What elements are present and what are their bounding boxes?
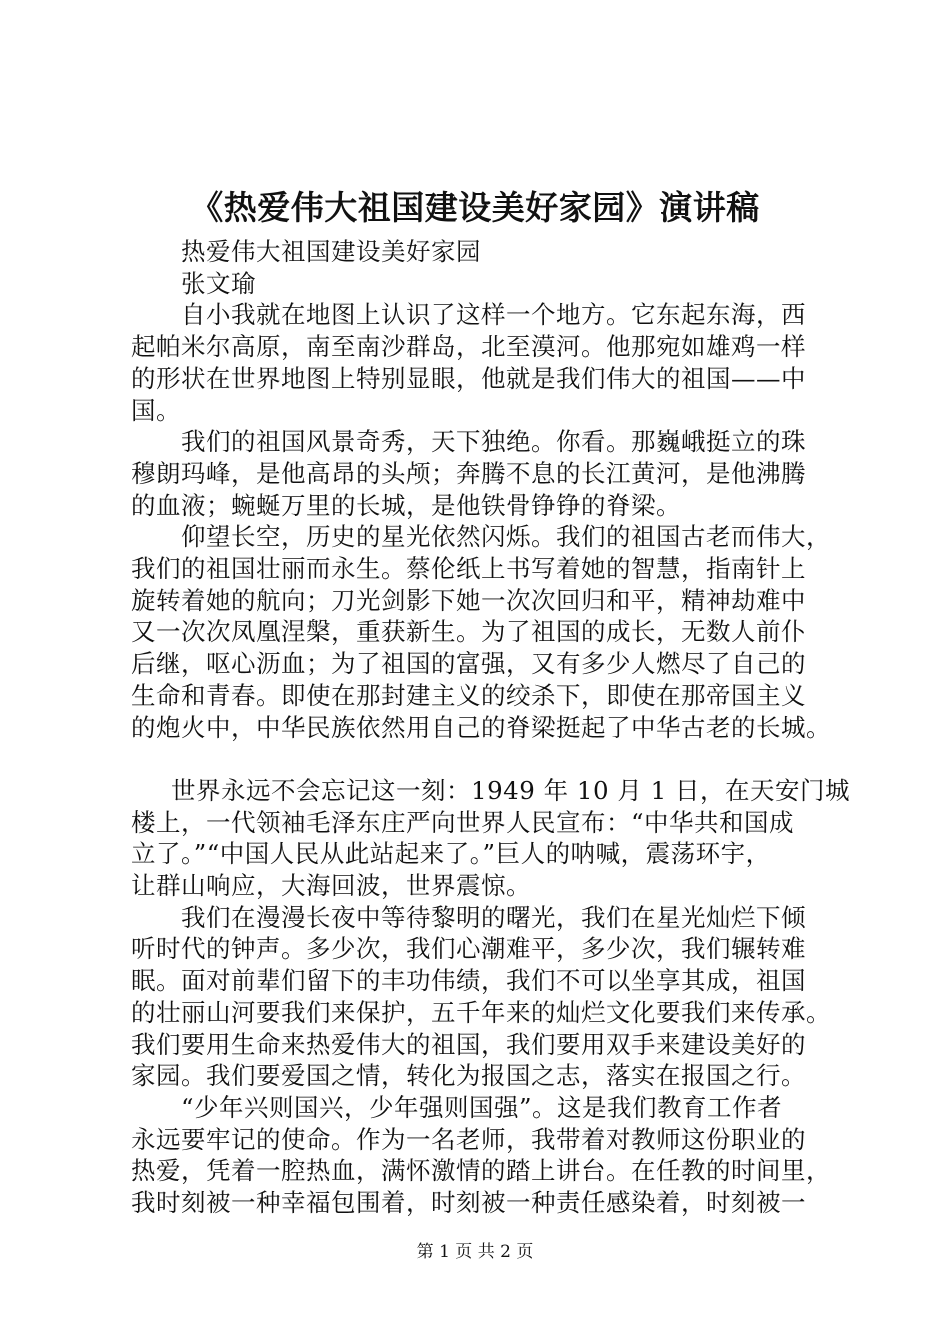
paragraph-line: 生命和青春。即使在那封建主义的绞杀下，即使在那帝国主义	[131, 680, 806, 710]
paragraph-line: 穆朗玛峰，是他高昂的头颅；奔腾不息的长江黄河，是他沸腾	[131, 458, 806, 488]
document-title: 《热爱伟大祖国建设美好家园》演讲稿	[190, 188, 760, 227]
paragraph-line: 我们要用生命来热爱伟大的祖国，我们要用双手来建设美好的	[131, 1029, 806, 1059]
paragraph-line: 我们的祖国风景奇秀，天下独绝。你看。那巍峨挺立的珠	[181, 427, 806, 457]
blank-line	[131, 743, 831, 775]
paragraph-line: 又一次次凤凰涅槃，重获新生。为了祖国的成长，无数人前仆	[131, 617, 806, 647]
paragraph-line: 自小我就在地图上认识了这样一个地方。它东起东海，西	[181, 300, 806, 330]
paragraph-line: 我们的祖国壮丽而永生。蔡伦纸上书写着她的智慧，指南针上	[131, 554, 806, 584]
paragraph-line: 我们在漫漫长夜中等待黎明的曙光，我们在星光灿烂下倾	[181, 902, 806, 932]
paragraph-line: 永远要牢记的使命。作为一名老师，我带着对教师这份职业的	[131, 1124, 806, 1154]
paragraph-line: 眠。面对前辈们留下的丰功伟绩，我们不可以坐享其成，祖国	[131, 966, 806, 996]
paragraph-line: “少年兴则国兴，少年强则国强”。这是我们教育工作者	[181, 1092, 783, 1122]
paragraph-line: 的血液；蜿蜒万里的长城，是他铁骨铮铮的脊梁。	[131, 490, 681, 520]
paragraph-line: 家园。我们要爱国之情，转化为报国之志，落实在报国之行。	[131, 1061, 806, 1091]
paragraph-line: 听时代的钟声。多少次，我们心潮难平，多少次，我们辗转难	[131, 934, 806, 964]
paragraph-line: 旋转着她的航向；刀光剑影下她一次次回归和平，精神劫难中	[131, 585, 806, 615]
paragraph-line: 仰望长空，历史的星光依然闪烁。我们的祖国古老而伟大，	[181, 522, 831, 552]
document-body	[131, 236, 851, 1219]
paragraph-line: 起帕米尔高原，南至南沙群岛，北至漠河。他那宛如雄鸡一样	[131, 332, 806, 362]
page-number: 第 1 页 共 2 页	[416, 1242, 534, 1262]
paragraph-line: 世界永远不会忘记这一刻：1949 年 10 月 1 日，在天安门城	[171, 775, 851, 805]
paragraph-line: 后继，呕心沥血；为了祖国的富强，又有多少人燃尽了自己的	[131, 649, 806, 679]
subtitle: 热爱伟大祖国建设美好家园	[181, 237, 481, 266]
paragraph-line: 国。	[131, 395, 181, 425]
paragraph-line: 楼上，一代领袖毛泽东庄严向世界人民宣布：“中华共和国成	[131, 807, 795, 837]
paragraph-line: 的炮火中，中华民族依然用自己的脊梁挺起了中华古老的长城。	[131, 712, 831, 742]
paragraph-line: 立了。”“中国人民从此站起来了。”巨人的呐喊，震荡环宇，	[131, 839, 771, 869]
paragraph-line: 的形状在世界地图上特别显眼，他就是我们伟大的祖国——中	[131, 363, 806, 393]
paragraph-line: 我时刻被一种幸福包围着，时刻被一种责任感染着，时刻被一	[131, 1188, 806, 1218]
paragraph-line: 的壮丽山河要我们来保护，五千年来的灿烂文化要我们来传承。	[131, 997, 831, 1027]
paragraph-line: 让群山响应，大海回波，世界震惊。	[131, 871, 531, 901]
author: 张文瑜	[181, 268, 256, 298]
paragraph-line: 热爱，凭着一腔热血，满怀激情的踏上讲台。在任教的时间里，	[131, 1156, 831, 1186]
